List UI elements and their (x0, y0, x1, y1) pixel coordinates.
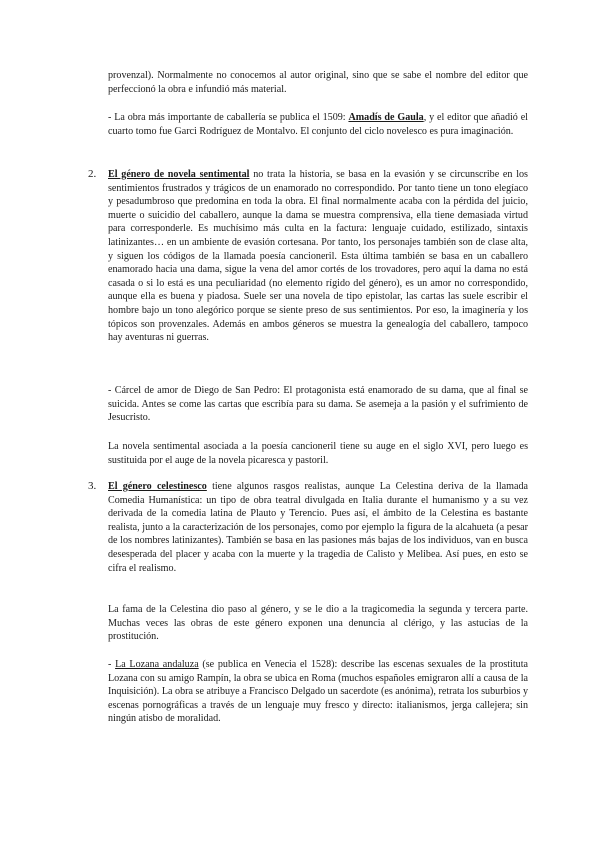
item-2-paragraph (108, 168, 528, 345)
item-3-heading: El género celestinesco (108, 481, 207, 492)
fama-paragraph (108, 603, 528, 644)
intro-text: provenzal). Normalmente no conocemos al autor original, sino que se sabe el nombre del editor que perfeccionó la obra e infundió más material. (108, 70, 528, 95)
item-2-text: no trata la historia, se basa en la evasión y se circunscribe en los sentimientos frustrados y trágicos de un enamorado no correspondido. Por tanto tiene un tono elegíaco y pesadumbroso que predomina en toda la obra. El final normalmente acaba con la pérdida del juicio, muerte o suicidio del caballero, aunque la dama se muestra comprensiva, ella tiene demasiada virtud para corresponderle. Es muchísimo más culta en la factura: lenguaje cuidado, estilizado, sintaxis latinizantes… en un ambiente de evasión cortesana. Por tanto, los personajes también son de clase alta, y siguen los códigos de la llamada poesía cancioneril. Esta última también se basa en un caballero enamorado hacia una dama, sigue la vena del amor cortés de los trovadores, pero aquí la dama no está casada o si lo está es una peculiaridad (no elemento rígido del género), es un amor no correspondido, aunque ella es buena y piadosa. Suele ser una novela de tipo epistolar, las cartas las suele escribir el hombre bajo un tono alegórico porque se siente preso de sus sentimientos. Por eso, la imaginería y los tópicos son provenzales. Además en ambos géneros se muestra la genealogía del caballero, tampoco hay aventuras ni guerras. (108, 169, 528, 344)
intro-paragraph (108, 69, 528, 96)
item-3-number: 3. (88, 480, 97, 492)
sentimental-closing-paragraph (108, 440, 528, 467)
lozana-paragraph (108, 658, 528, 726)
item-3-text: tiene algunos rasgos realistas, aunque La Celestina deriva de la llamada Comedia Humanística: un tipo de obra teatral divulgada en Italia durante el humanismo y a su vez derivada de la comedia latina de Plauto y Terencio. Pues así, el ámbito de la Celestina es bastante realista, junto a la caracterización de los personajes, como por ejemplo la figura de la alcahueta (a pesar de los nombres latinizantes). También se basa en las pasiones más bajas de los individuos, van en busca desesperada del placer y acaba con la muerte y la tragedia de Calisto y Melibea. Así pues, en esto se cifra el realismo. (108, 481, 529, 574)
carcel-text: - Cárcel de amor de Diego de San Pedro: El protagonista está enamorado de su dama, que al final se suicida. Antes se come las cartas que escribía para su dama. Se asemeja a la pasión y el sufrimiento de Jesucristo. (108, 385, 528, 424)
lozana-title: La Lozana andaluza (115, 659, 199, 670)
amadis-suffix: , y el editor que añadió el cuarto tomo fue Garci Rodríguez de Montalvo. El conjunto del ciclo novelesco es pura imaginación. (108, 112, 528, 137)
amadis-paragraph (108, 111, 528, 138)
lozana-text: (se publica en Venecia el 1528): describe las escenas sexuales de la prostituta Lozana con su amigo Rampín, la obra se ubica en Roma (muchos españoles emigraron allí a causa de la Inquisición). La obra se atribuye a Francisco Delgado un sacerdote (es anónima), retrata los suburbios y escenas pornográficas a través de un lenguaje muy fresco y directo: italianismos, jerga callejera; sin ningún atisbo de moralidad. (108, 659, 528, 725)
fama-text: La fama de la Celestina dio paso al género, y se le dio a la tragicomedia la segunda y tercera parte. Muchas veces las obras de este género exponen una denuncia al clérigo, y las astucias de la prostitución. (108, 604, 528, 643)
carcel-paragraph (108, 384, 528, 425)
item-2-number: 2. (88, 168, 97, 180)
sentimental-closing-text: La novela sentimental asociada a la poesía cancioneril tiene su auge en el siglo XVI, pero luego es sustituida por el auge de la novela picaresca y pastoril. (108, 441, 528, 466)
amadis-title: Amadís de Gaula (348, 112, 424, 123)
item-3-paragraph (108, 480, 528, 575)
lozana-dash: - (108, 659, 116, 670)
item-2-heading: El género de novela sentimental (108, 169, 250, 180)
amadis-prefix: - La obra más importante de caballería se publica el 1509: (108, 112, 349, 123)
